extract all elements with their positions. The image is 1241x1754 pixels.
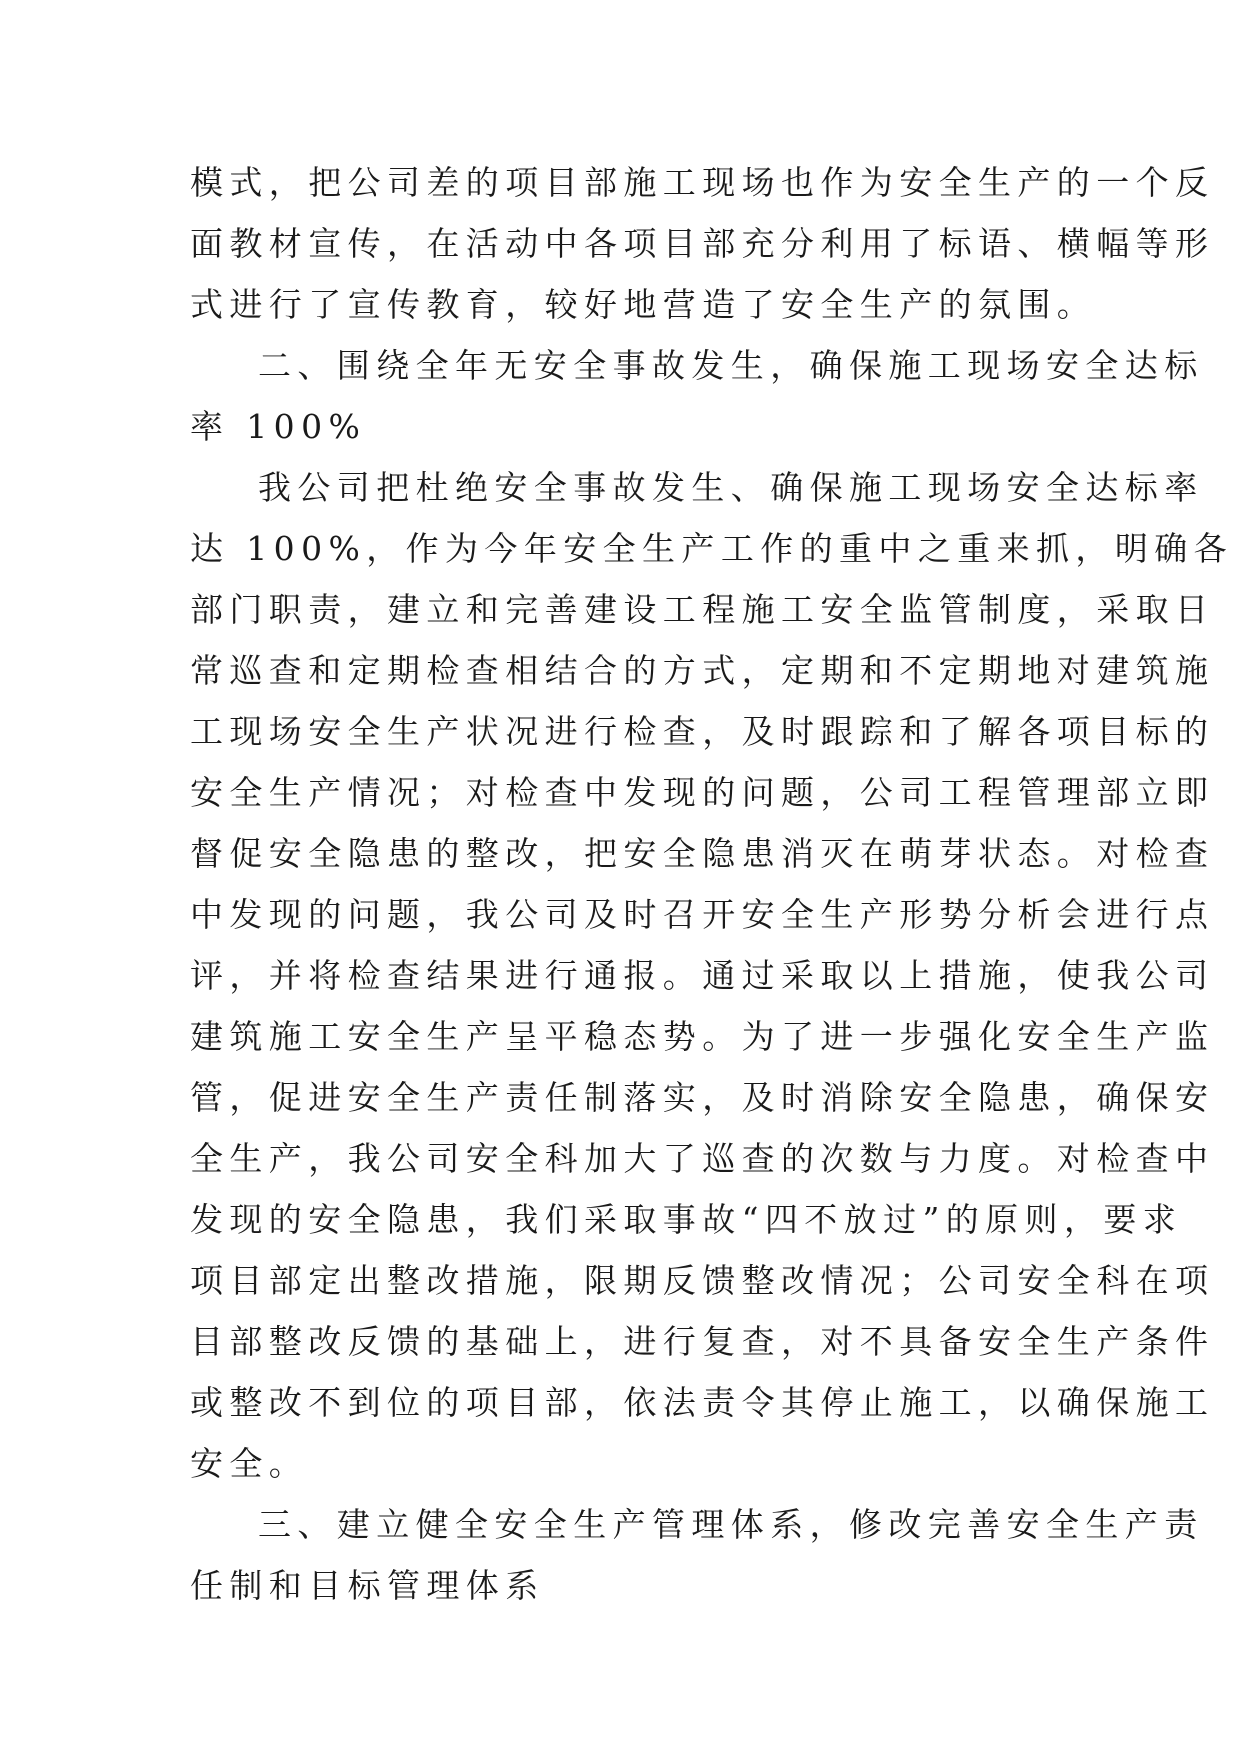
text-line: 模式，把公司差的项目部施工现场也作为安全生产的一个反 bbox=[190, 163, 1215, 202]
text-line: 中发现的问题，我公司及时召开安全生产形势分析会进行点 bbox=[190, 895, 1215, 934]
text-line: 安全。 bbox=[190, 1444, 309, 1483]
section-heading-3: 三、建立健全安全生产管理体系，修改完善安全生产责 bbox=[258, 1505, 1204, 1544]
text-line: 全生产，我公司安全科加大了巡查的次数与力度。对检查中 bbox=[190, 1139, 1215, 1178]
paragraph-start: 我公司把杜绝安全事故发生、确保施工现场安全达标率 bbox=[258, 468, 1204, 507]
text-line: 督促安全隐患的整改，把安全隐患消灭在萌芽状态。对检查 bbox=[190, 834, 1215, 873]
text-line: 评，并将检查结果进行通报。通过采取以上措施，使我公司 bbox=[190, 956, 1215, 995]
section-heading-3-cont: 任制和目标管理体系 bbox=[190, 1566, 545, 1605]
text-line: 发现的安全隐患，我们采取事故“四不放过”的原则，要求 bbox=[190, 1200, 1183, 1239]
body-text bbox=[190, 152, 1234, 1616]
text-line: 达 100%，作为今年安全生产工作的重中之重来抓，明确各 bbox=[190, 529, 1234, 568]
text-line: 建筑施工安全生产呈平稳态势。为了进一步强化安全生产监 bbox=[190, 1017, 1215, 1056]
text-line: 工现场安全生产状况进行检查，及时跟踪和了解各项目标的 bbox=[190, 712, 1215, 751]
section-heading-2-cont: 率 100% bbox=[190, 407, 367, 446]
section-heading-2: 二、围绕全年无安全事故发生，确保施工现场安全达标 bbox=[258, 346, 1204, 385]
text-line: 目部整改反馈的基础上，进行复查，对不具备安全生产条件 bbox=[190, 1322, 1215, 1361]
text-line: 或整改不到位的项目部，依法责令其停止施工，以确保施工 bbox=[190, 1383, 1215, 1422]
text-line: 部门职责，建立和完善建设工程施工安全监管制度，采取日 bbox=[190, 590, 1215, 629]
text-line: 管，促进安全生产责任制落实，及时消除安全隐患，确保安 bbox=[190, 1078, 1215, 1117]
text-line: 项目部定出整改措施，限期反馈整改情况；公司安全科在项 bbox=[190, 1261, 1215, 1300]
text-line: 面教材宣传，在活动中各项目部充分利用了标语、横幅等形 bbox=[190, 224, 1215, 263]
text-line: 式进行了宣传教育，较好地营造了安全生产的氛围。 bbox=[190, 285, 1097, 324]
text-line: 安全生产情况；对检查中发现的问题，公司工程管理部立即 bbox=[190, 773, 1215, 812]
text-line: 常巡查和定期检查相结合的方式，定期和不定期地对建筑施 bbox=[190, 651, 1215, 690]
